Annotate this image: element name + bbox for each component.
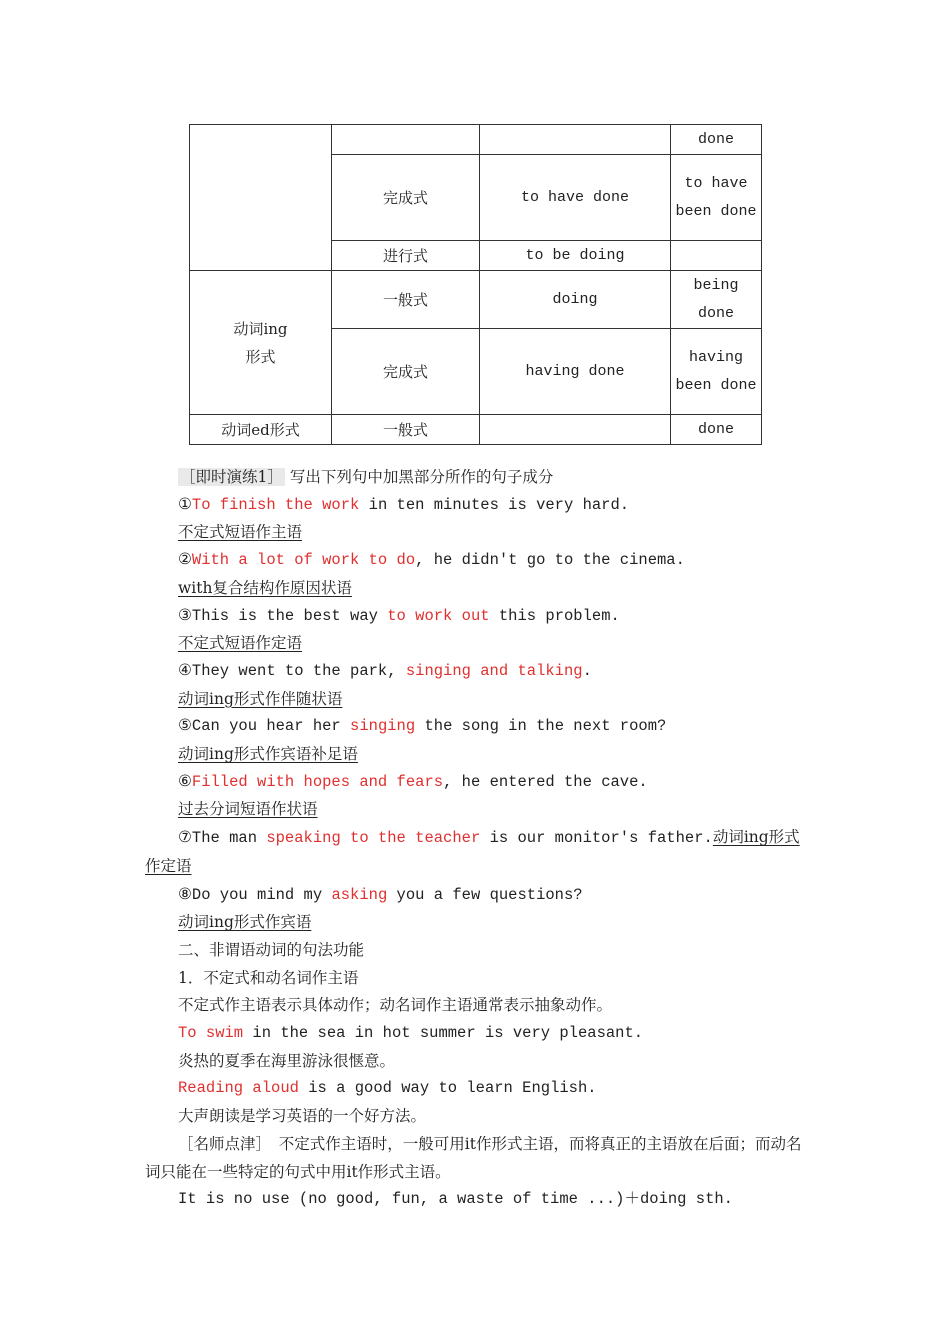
grammar-table — [189, 124, 762, 445]
item-number: ⑥ — [178, 772, 192, 791]
table-row — [190, 415, 762, 445]
subsection-heading: 1．不定式和动名词作主语 — [178, 968, 359, 987]
table-cell: done — [671, 415, 762, 445]
item-number: ④ — [178, 661, 192, 680]
item-text: . — [582, 661, 592, 680]
example-text: is a good way to learn English. — [298, 1079, 597, 1098]
item-number: ② — [178, 551, 192, 570]
item-answer: 动词ing形式作宾语 — [178, 913, 312, 932]
item-text: this problem. — [489, 606, 620, 625]
item-text: Do you mind my — [191, 885, 332, 904]
item-text: is our monitor's father. — [480, 829, 713, 848]
table-cell: to have been done — [671, 155, 762, 241]
table-cell: being done — [671, 271, 762, 329]
item-number: ⑤ — [178, 717, 192, 736]
exercise-item — [145, 824, 810, 881]
table-cell — [480, 125, 671, 155]
exercise-item — [145, 713, 810, 741]
example-highlight: To swim — [178, 1024, 244, 1043]
item-text: , he entered the cave. — [443, 772, 648, 791]
table-row — [190, 125, 762, 155]
item-number: ③ — [178, 606, 192, 625]
item-text: you a few questions? — [387, 885, 583, 904]
document-body — [145, 464, 810, 1214]
exercise-answer-line — [145, 741, 810, 769]
exercise-instruction: 写出下列句中加黑部分所作的句子成分 — [289, 468, 554, 486]
table-cell: doing — [480, 271, 671, 329]
section-description: 不定式作主语表示具体动作；动名词作主语通常表示抽象动作。 — [178, 996, 613, 1015]
table-cell — [480, 415, 671, 445]
item-highlight: speaking to the teacher — [266, 829, 481, 848]
table-cell — [190, 125, 332, 271]
table-cell: 动词ed形式 — [190, 415, 332, 445]
exercise-item — [145, 882, 810, 910]
table-cell: to have done — [480, 155, 671, 241]
exercise-item — [145, 658, 810, 686]
exercise-answer-line — [145, 630, 810, 658]
example-text: in the sea in hot summer is very pleasant. — [243, 1024, 644, 1043]
section-heading: 二、非谓语动词的句法功能 — [178, 940, 365, 959]
example-sentence — [145, 1020, 810, 1048]
table-cell — [671, 241, 762, 271]
teacher-tip-text: ［名师点津］ 不定式作主语时，一般可用it作形式主语，而将真正的主语放在后面；而动名词只能在一些特定的句式中用it作形式主语。 — [145, 1134, 802, 1181]
item-highlight: singing and talking — [405, 661, 583, 680]
table-cell: to be doing — [480, 241, 671, 271]
item-answer: 动词ing形式作伴随状语 — [178, 689, 343, 708]
table-cell: 完成式 — [332, 155, 480, 241]
table-cell: done — [671, 125, 762, 155]
exercise-answer-line — [145, 796, 810, 824]
item-answer: 不定式短语作定语 — [178, 634, 303, 653]
item-highlight: singing — [350, 717, 416, 736]
exercise-list — [145, 492, 810, 937]
exercise-item — [145, 547, 810, 575]
teacher-tip — [145, 1131, 810, 1186]
item-highlight: to work out — [387, 606, 490, 625]
table-cell: having been done — [671, 329, 762, 415]
item-answer: 过去分词短语作状语 — [178, 800, 318, 819]
table-cell: 一般式 — [332, 415, 480, 445]
exercise-answer-line — [145, 575, 810, 603]
item-number: ① — [178, 495, 192, 514]
table-cell: 完成式 — [332, 329, 480, 415]
item-text: The man — [191, 829, 267, 848]
item-text: Can you hear her — [191, 717, 351, 736]
item-text: This is the best way — [191, 606, 388, 625]
table-cell: 进行式 — [332, 241, 480, 271]
exercise-answer-line — [145, 519, 810, 547]
item-highlight: To finish the work — [191, 495, 360, 514]
item-number: ⑧ — [178, 885, 192, 904]
item-text: in ten minutes is very hard. — [359, 495, 630, 514]
item-answer: 不定式短语作主语 — [178, 523, 303, 542]
item-text: the song in the next room? — [415, 717, 667, 736]
exercise-item — [145, 769, 810, 797]
item-text: They went to the park, — [191, 661, 406, 680]
exercise-header — [145, 464, 810, 492]
item-text: , he didn't go to the cinema. — [415, 551, 685, 570]
table-row — [190, 271, 762, 329]
example-highlight: Reading aloud — [178, 1079, 299, 1098]
exercise-answer-line — [145, 909, 810, 937]
item-answer: 动词ing形式作宾语补足语 — [178, 745, 358, 764]
exercise-tag: ［即时演练1］ — [180, 468, 283, 486]
item-highlight: asking — [331, 885, 388, 904]
item-number: ⑦ — [178, 829, 192, 848]
table-cell: 一般式 — [332, 271, 480, 329]
example-translation: 炎热的夏季在海里游泳很惬意。 — [178, 1051, 396, 1070]
table-cell: having done — [480, 329, 671, 415]
item-highlight: With a lot of work to do — [191, 551, 416, 570]
exercise-item — [145, 603, 810, 631]
item-highlight: Filled with hopes and fears — [191, 772, 444, 791]
exercise-answer-line — [145, 686, 810, 714]
example-sentence — [145, 1075, 810, 1103]
exercise-item — [145, 492, 810, 520]
formula: It is no use (no good, fun, a waste of time ...)＋doing sth. — [178, 1190, 733, 1209]
item-answer: 动词ing形式作定语 — [145, 828, 800, 875]
example-translation: 大声朗读是学习英语的一个好方法。 — [178, 1107, 427, 1126]
item-answer: with复合结构作原因状语 — [178, 578, 352, 597]
table-cell — [332, 125, 480, 155]
table-cell: 动词ing 形式 — [190, 271, 332, 415]
